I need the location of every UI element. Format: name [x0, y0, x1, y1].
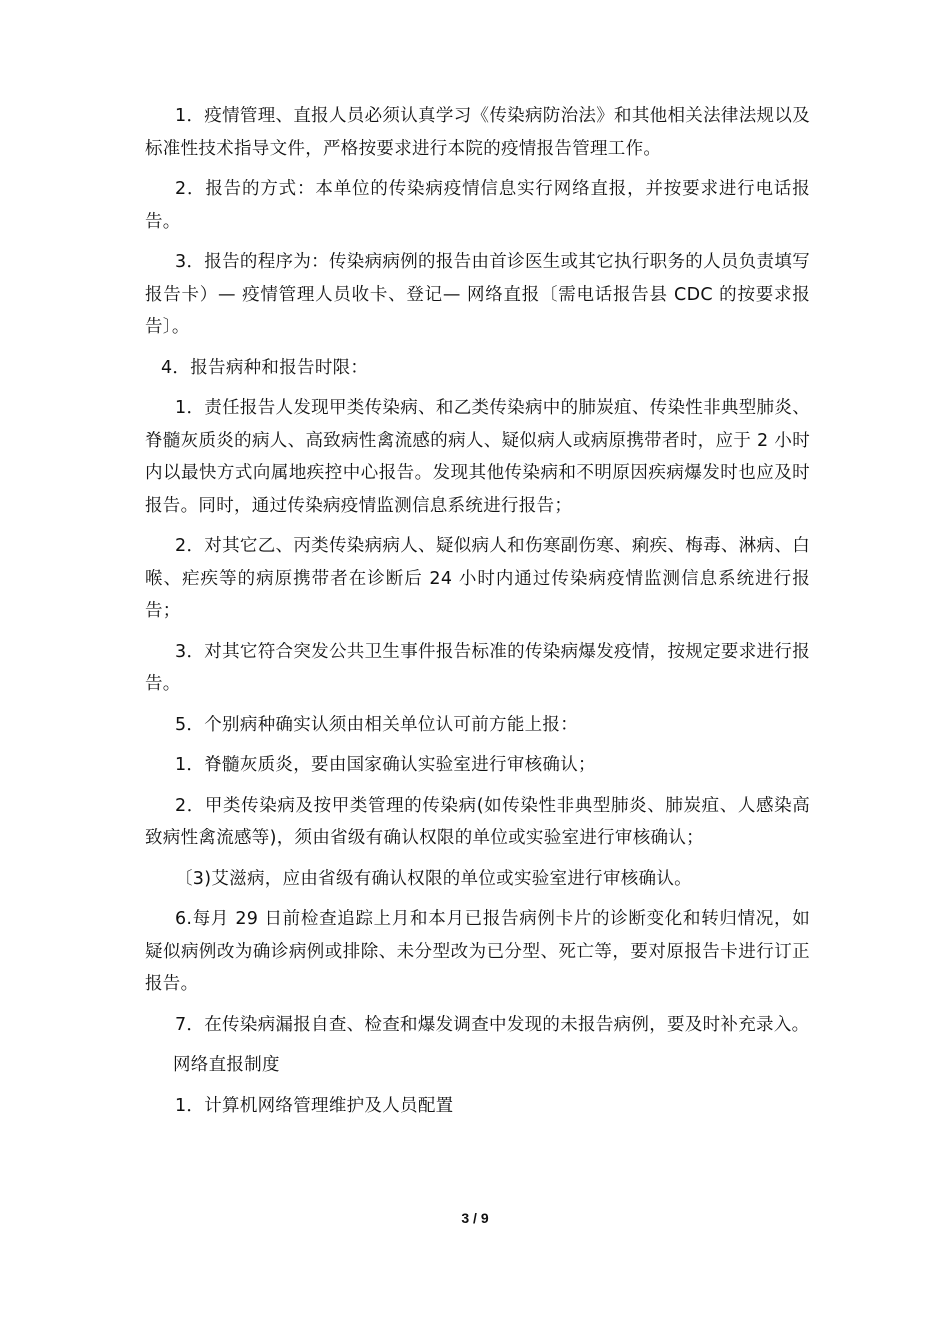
paragraph-4-3: 3．对其它符合突发公共卫生事件报告标准的传染病爆发疫情，按规定要求进行报告。: [145, 641, 810, 694]
section-heading-network-reporting: 网络直报制度: [173, 1055, 280, 1075]
paragraph-6: 6.每月 29 日前检查追踪上月和本月已报告病例卡片的诊断变化和转归情况，如疑似病例改为确诊病例或排除、未分型改为已分型、死亡等，要对原报告卡进行订正报告。: [145, 909, 810, 994]
paragraph-7: 7．在传染病漏报自查、检查和爆发调查中发现的未报告病例，要及时补充录入。: [175, 1014, 810, 1035]
document-body: [145, 100, 810, 1130]
paragraph-4-1: 1．责任报告人发现甲类传染病、和乙类传染病中的肺炭疽、传染性非典型肺炎、脊髓灰质炎的病人、高致病性禽流感的病人、疑似病人或病原携带者时，应于 2 小时内以最快方式向属地疾控中心报告。发现其他传染病和不明原因疾病爆发时也应及时报告。同时，通过传染病疫情监测信息系统进行报告；: [145, 398, 810, 516]
paragraph-4-heading: 4．报告病种和报告时限：: [161, 357, 369, 378]
paragraph-5-3: 〔3)艾滋病，应由省级有确认权限的单位或实验室进行审核确认。: [175, 868, 692, 889]
paragraph-1: 1．疫情管理、直报人员必须认真学习《传染病防治法》和其他相关法律法规以及标准性技术指导文件，严格按要求进行本院的疫情报告管理工作。: [145, 106, 810, 159]
paragraph-3: 3．报告的程序为：传染病病例的报告由首诊医生或其它执行职务的人员负责填写报告卡）— 疫情管理人员收卡、登记— 网络直报〔需电话报告县 CDC 的按要求报告〕。: [145, 252, 810, 337]
paragraph-2: 2．报告的方式：本单位的传染病疫情信息实行网络直报，并按要求进行电话报告。: [145, 179, 810, 232]
paragraph-5-2: 2．甲类传染病及按甲类管理的传染病(如传染性非典型肺炎、肺炭疽、人感染高致病性禽流感等)，须由省级有确认权限的单位或实验室进行审核确认；: [145, 795, 810, 848]
paragraph-5-1: 1．脊髓灰质炎，要由国家确认实验室进行审核确认；: [175, 755, 596, 775]
page-number: 3 / 9: [461, 1210, 489, 1226]
paragraph-network-1: 1．计算机网络管理维护及人员配置: [175, 1095, 454, 1116]
paragraph-4-2: 2．对其它乙、丙类传染病病人、疑似病人和伤寒副伤寒、痢疾、梅毒、淋病、白喉、疟疾等的病原携带者在诊断后 24 小时内通过传染病疫情监测信息系统进行报告；: [145, 536, 810, 621]
paragraph-5-heading: 5．个别病种确实认须由相关单位认可前方能上报：: [175, 714, 579, 735]
